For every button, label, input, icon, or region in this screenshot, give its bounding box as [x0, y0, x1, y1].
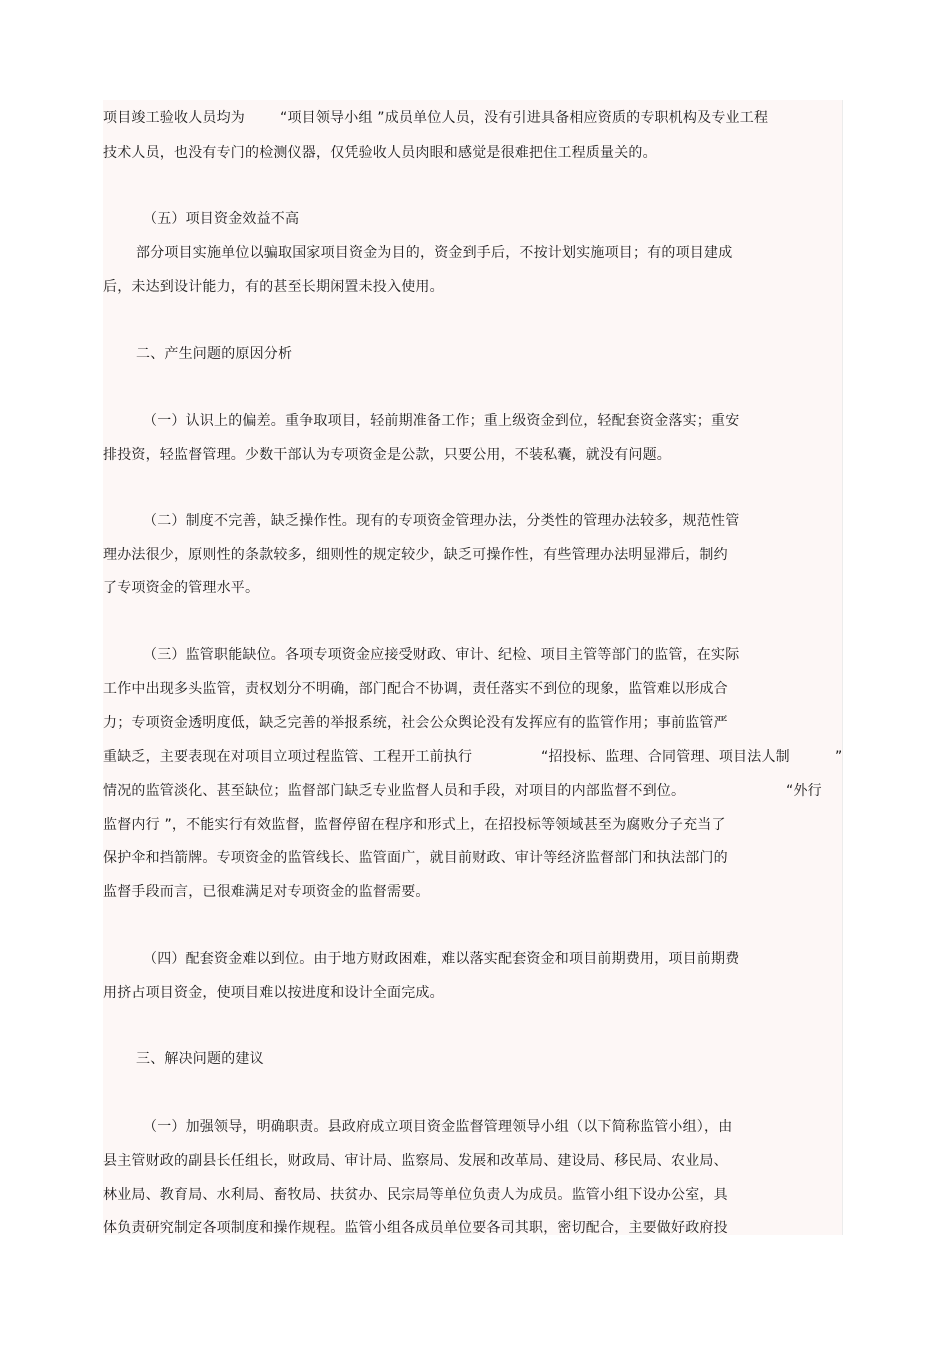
text-segment: 技术人员，也没有专门的检测仪器，仅凭验收人员肉眼和感觉是很难把住工程质量关的。: [103, 145, 657, 161]
text-segment: 保护伞和挡箭牌。专项资金的监管线长、监管面广，就目前财政、审计等经济监督部门和执法部门的: [103, 850, 728, 866]
text-segment: 了专项资金的管理水平。: [103, 580, 260, 596]
text-segment: 监督手段而言，已很难满足对专项资金的监督需要。: [103, 884, 430, 900]
text-segment: 理办法很少，原则性的条款较多，细则性的规定较少，缺乏可操作性，有些管理办法明显滞后，制约: [103, 547, 728, 563]
text-segment: 二、产生问题的原因分析: [136, 346, 293, 362]
text-segment: 县主管财政的副县长任组长，财政局、审计局、监察局、发展和改革局、建设局、移民局、农业局、: [103, 1153, 728, 1169]
text-segment: ”: [835, 749, 843, 765]
text-segment: 体负责研究制定各项制度和操作规程。监管小组各成员单位要各司其职，密切配合，主要做好政府投: [103, 1220, 728, 1236]
text-segment: 后，未达到设计能力，有的甚至长期闲置未投入使用。: [103, 279, 444, 295]
text-segment: 力；专项资金透明度低，缺乏完善的举报系统，社会公众舆论没有发挥应有的监管作用；事前监管严: [103, 715, 728, 731]
text-segment: 重缺乏，主要表现在对项目立项过程监管、工程开工前执行: [103, 749, 473, 765]
text-segment: （五）项目资金效益不高: [143, 211, 300, 227]
text-segment: 用挤占项目资金，使项目难以按进度和设计全面完成。: [103, 985, 444, 1001]
text-segment: 部分项目实施单位以骗取国家项目资金为目的，资金到手后，不按计划实施项目；有的项目建成: [136, 245, 733, 261]
text-segment: 排投资，轻监督管理。少数干部认为专项资金是公款，只要公用，不装私囊，就没有问题。: [103, 447, 671, 463]
text-segment: 情况的监管淡化、甚至缺位；监督部门缺乏专业监督人员和手段，对项目的内部监督不到位。: [103, 783, 686, 799]
text-segment: “招投标、监理、合同管理、项目法人制: [541, 749, 790, 765]
text-segment: 监督内行 ”，不能实行有效监督，监督停留在程序和形式上，在招投标等领域甚至为腐败分子充当了: [103, 817, 726, 833]
text-segment: “外行: [786, 783, 822, 799]
text-segment: 林业局、教育局、水利局、畜牧局、扶贫办、民宗局等单位负责人为成员。监管小组下设办公室，具: [103, 1187, 728, 1203]
text-segment: “项目领导小组 ”成员单位人员，没有引进具备相应资质的专职机构及专业工程: [280, 110, 769, 126]
text-segment: 三、解决问题的建议: [136, 1051, 264, 1067]
text-segment: 工作中出现多头监管，责权划分不明确，部门配合不协调，责任落实不到位的现象，监管难以形成合: [103, 681, 728, 697]
text-segment: （二）制度不完善，缺乏操作性。现有的专项资金管理办法，分类性的管理办法较多，规范性管: [143, 513, 740, 529]
text-segment: （一）认识上的偏差。重争取项目，轻前期准备工作；重上级资金到位，轻配套资金落实；重安: [143, 413, 740, 429]
text-segment: （一）加强领导，明确职责。县政府成立项目资金监督管理领导小组（以下简称监管小组），由: [143, 1119, 733, 1135]
text-segment: （三）监管职能缺位。各项专项资金应接受财政、审计、纪检、项目主管等部门的监管，在实际: [143, 647, 740, 663]
text-segment: （四）配套资金难以到位。由于地方财政困难，难以落实配套资金和项目前期费用，项目前期费: [143, 951, 740, 967]
text-segment: 项目竣工验收人员均为: [103, 110, 245, 126]
